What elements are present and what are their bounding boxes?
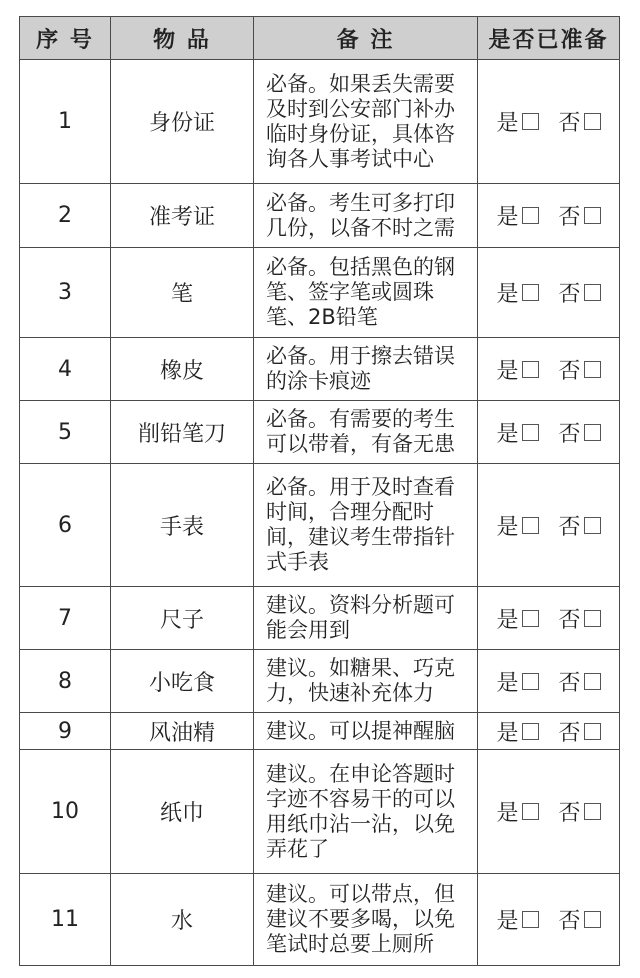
header-note: 备 注: [254, 17, 478, 60]
row-number: 5: [20, 401, 111, 464]
table-row: [20, 587, 620, 650]
no-checkbox[interactable]: [584, 113, 601, 130]
row-number: 8: [20, 650, 111, 713]
no-checkbox[interactable]: [584, 424, 601, 441]
yes-option[interactable]: [496, 603, 538, 634]
no-option[interactable]: [559, 603, 601, 634]
no-label: 否: [558, 720, 581, 746]
table-row: [20, 248, 620, 338]
yes-label: 是: [496, 421, 519, 447]
ready-options: [478, 60, 620, 184]
no-label: 否: [558, 358, 581, 384]
row-number: 2: [20, 184, 111, 248]
no-option[interactable]: [559, 106, 601, 137]
row-note: 建议。可以提神醒脑: [254, 713, 478, 750]
row-note: 建议。如糖果、巧克力，快速补充体力: [254, 650, 478, 713]
header-number: 序 号: [20, 17, 111, 60]
row-number: 4: [20, 338, 111, 401]
yes-label: 是: [496, 670, 519, 696]
row-item: 水: [111, 874, 254, 966]
yes-label: 是: [496, 111, 519, 136]
yes-checkbox[interactable]: [522, 113, 539, 130]
table-row: [20, 874, 620, 966]
ready-options: [478, 184, 620, 248]
yes-checkbox[interactable]: [522, 723, 539, 740]
no-option[interactable]: [559, 716, 601, 747]
no-label: 否: [558, 111, 581, 136]
no-option[interactable]: [559, 904, 601, 935]
no-checkbox[interactable]: [584, 803, 601, 820]
yes-option[interactable]: [496, 200, 538, 231]
yes-label: 是: [496, 909, 519, 934]
table-row: [20, 184, 620, 248]
row-item: 准考证: [111, 184, 254, 248]
table-row: [20, 713, 620, 750]
no-option[interactable]: [559, 417, 601, 448]
no-option[interactable]: [559, 354, 601, 385]
ready-options: [478, 713, 620, 750]
yes-option[interactable]: [496, 666, 538, 697]
yes-option[interactable]: [496, 796, 538, 827]
yes-label: 是: [496, 720, 519, 746]
yes-label: 是: [496, 514, 519, 540]
row-note: 必备。用于擦去错误的涂卡痕迹: [254, 338, 478, 401]
yes-option[interactable]: [496, 904, 538, 935]
row-number: 9: [20, 713, 111, 750]
yes-checkbox[interactable]: [522, 610, 539, 627]
no-option[interactable]: [559, 510, 601, 541]
header-item: 物 品: [111, 17, 254, 60]
yes-label: 是: [496, 607, 519, 633]
no-checkbox[interactable]: [584, 610, 601, 627]
yes-checkbox[interactable]: [522, 517, 539, 534]
row-number: 1: [20, 60, 111, 184]
yes-checkbox[interactable]: [522, 673, 539, 690]
no-checkbox[interactable]: [584, 207, 601, 224]
ready-options: [478, 248, 620, 338]
ready-options: [478, 401, 620, 464]
yes-option[interactable]: [496, 277, 538, 308]
row-number: 6: [20, 464, 111, 587]
row-note: 建议。资料分析题可能会用到: [254, 587, 478, 650]
ready-options: [478, 750, 620, 874]
table-row: [20, 650, 620, 713]
row-note: 建议。可以带点，但建议不要多喝，以免笔试时总要上厕所: [254, 874, 478, 966]
yes-option[interactable]: [496, 510, 538, 541]
row-item: 削铅笔刀: [111, 401, 254, 464]
yes-checkbox[interactable]: [522, 803, 539, 820]
yes-label: 是: [496, 358, 519, 384]
row-note: 必备。有需要的考生可以带着，有备无患: [254, 401, 478, 464]
ready-options: [478, 464, 620, 587]
no-label: 否: [558, 607, 581, 633]
no-label: 否: [558, 514, 581, 540]
table-row: [20, 750, 620, 874]
no-checkbox[interactable]: [584, 361, 601, 378]
no-label: 否: [558, 801, 581, 826]
yes-checkbox[interactable]: [522, 361, 539, 378]
yes-option[interactable]: [496, 716, 538, 747]
no-checkbox[interactable]: [584, 911, 601, 928]
no-option[interactable]: [559, 277, 601, 308]
ready-options: [478, 587, 620, 650]
no-label: 否: [558, 282, 581, 307]
yes-checkbox[interactable]: [522, 911, 539, 928]
row-number: 10: [20, 750, 111, 874]
no-label: 否: [558, 205, 581, 230]
no-checkbox[interactable]: [584, 284, 601, 301]
row-item: 风油精: [111, 713, 254, 750]
row-number: 3: [20, 248, 111, 338]
row-item: 身份证: [111, 60, 254, 184]
yes-label: 是: [496, 205, 519, 230]
yes-option[interactable]: [496, 417, 538, 448]
row-note: 建议。在申论答题时字迹不容易干的可以用纸巾沾一沾，以免弄花了: [254, 750, 478, 874]
no-option[interactable]: [559, 796, 601, 827]
yes-label: 是: [496, 282, 519, 307]
no-label: 否: [558, 909, 581, 934]
table-row: [20, 464, 620, 587]
row-note: 必备。如果丢失需要及时到公安部门补办临时身份证，具体咨询各人事考试中心: [254, 60, 478, 184]
row-note: 必备。包括黑色的钢笔、签字笔或圆珠笔、2B铅笔: [254, 248, 478, 338]
no-label: 否: [558, 421, 581, 447]
yes-checkbox[interactable]: [522, 207, 539, 224]
no-option[interactable]: [559, 666, 601, 697]
row-item: 橡皮: [111, 338, 254, 401]
ready-options: [478, 874, 620, 966]
ready-options: [478, 650, 620, 713]
no-label: 否: [558, 670, 581, 696]
row-item: 纸巾: [111, 750, 254, 874]
yes-checkbox[interactable]: [522, 424, 539, 441]
checklist-table: [19, 16, 620, 966]
row-item: 小吃食: [111, 650, 254, 713]
yes-option[interactable]: [496, 106, 538, 137]
ready-options: [478, 338, 620, 401]
row-item: 尺子: [111, 587, 254, 650]
no-checkbox[interactable]: [584, 723, 601, 740]
no-checkbox[interactable]: [584, 673, 601, 690]
table-row: [20, 401, 620, 464]
yes-label: 是: [496, 801, 519, 826]
row-number: 7: [20, 587, 111, 650]
row-item: 手表: [111, 464, 254, 587]
yes-option[interactable]: [496, 354, 538, 385]
table-row: [20, 60, 620, 184]
header-ready: 是否已准备: [478, 17, 620, 60]
no-checkbox[interactable]: [584, 517, 601, 534]
row-note: 必备。考生可多打印几份，以备不时之需: [254, 184, 478, 248]
row-item: 笔: [111, 248, 254, 338]
row-note: 必备。用于及时查看时间，合理分配时间，建议考生带指针式手表: [254, 464, 478, 587]
table-row: [20, 338, 620, 401]
table-header-row: [20, 17, 620, 60]
row-number: 11: [20, 874, 111, 966]
no-option[interactable]: [559, 200, 601, 231]
yes-checkbox[interactable]: [522, 284, 539, 301]
